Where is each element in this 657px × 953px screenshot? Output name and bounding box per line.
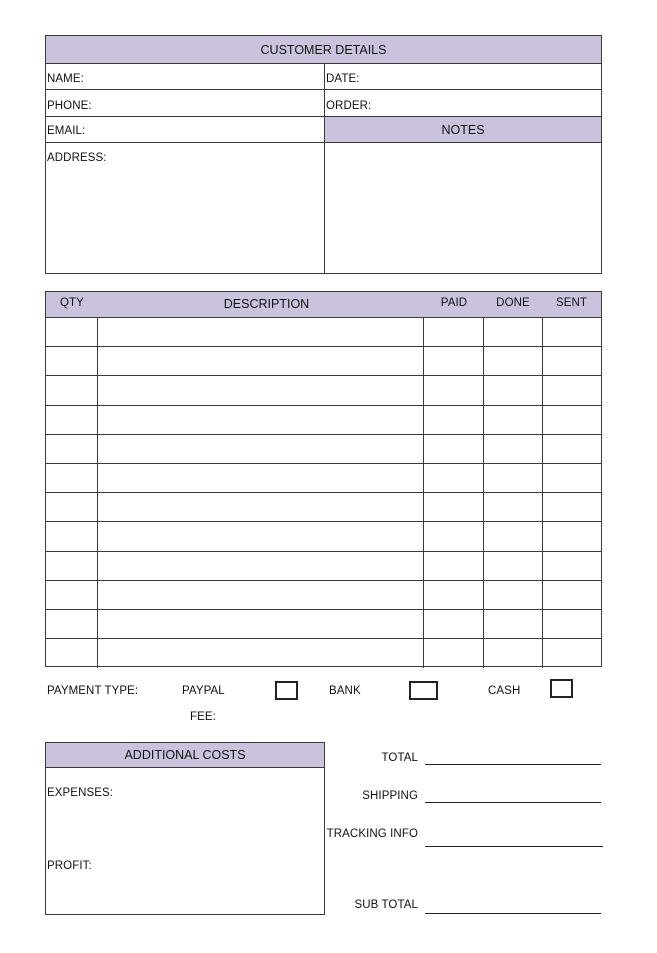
paid-cell[interactable] (424, 347, 484, 375)
qty-cell[interactable] (45, 581, 98, 609)
customer-details-header (46, 36, 601, 63)
email-label: EMAIL: (47, 125, 86, 137)
sub-total-field[interactable] (425, 913, 601, 914)
table-row (45, 464, 601, 493)
sent-cell[interactable] (543, 435, 601, 463)
notes-area[interactable] (326, 144, 600, 272)
paid-cell[interactable] (424, 493, 484, 521)
done-cell[interactable] (484, 464, 543, 492)
date-label: DATE: (326, 73, 360, 85)
description-cell[interactable] (98, 493, 424, 521)
bank-label: BANK (329, 685, 361, 697)
paid-cell[interactable] (424, 435, 484, 463)
customer-details-title: CUSTOMER DETAILS (260, 42, 387, 57)
profit-label: PROFIT: (47, 860, 92, 872)
done-cell[interactable] (484, 522, 543, 550)
description-cell[interactable] (98, 581, 424, 609)
order-field[interactable] (326, 100, 598, 115)
column-header-description: DESCRIPTION (223, 297, 310, 311)
date-field[interactable] (326, 73, 598, 88)
qty-cell[interactable] (45, 376, 98, 404)
qty-cell[interactable] (45, 435, 98, 463)
paid-cell[interactable] (424, 522, 484, 550)
phone-field[interactable] (47, 100, 322, 115)
table-row (45, 552, 601, 581)
description-cell[interactable] (98, 376, 424, 404)
done-cell[interactable] (484, 639, 543, 668)
sent-cell[interactable] (543, 610, 601, 638)
total-label: TOTAL (381, 752, 418, 764)
paid-cell[interactable] (424, 552, 484, 580)
sub-total-label: SUB TOTAL (354, 899, 418, 911)
address-label: ADDRESS: (47, 152, 107, 164)
address-field[interactable] (47, 152, 322, 270)
sent-cell[interactable] (543, 493, 601, 521)
expenses-field[interactable] (47, 787, 322, 847)
divider (324, 63, 325, 273)
notes-title: NOTES (441, 122, 485, 137)
done-cell[interactable] (484, 610, 543, 638)
name-field[interactable] (47, 73, 322, 88)
qty-cell[interactable] (45, 464, 98, 492)
tracking-info-label: TRACKING INFO (326, 828, 418, 840)
sent-cell[interactable] (543, 347, 601, 375)
qty-cell[interactable] (45, 522, 98, 550)
description-cell[interactable] (98, 347, 424, 375)
shipping-field[interactable] (425, 802, 601, 803)
profit-field[interactable] (47, 860, 322, 910)
done-cell[interactable] (484, 318, 543, 346)
total-field[interactable] (425, 764, 601, 765)
qty-cell[interactable] (45, 318, 98, 346)
description-cell[interactable] (98, 406, 424, 434)
table-row (45, 347, 601, 376)
done-cell[interactable] (484, 493, 543, 521)
column-header-sent: SENT (555, 297, 588, 309)
table-row (45, 522, 601, 551)
table-row (45, 318, 601, 347)
notes-header (325, 117, 601, 142)
qty-cell[interactable] (45, 406, 98, 434)
qty-cell[interactable] (45, 610, 98, 638)
done-cell[interactable] (484, 552, 543, 580)
done-cell[interactable] (484, 581, 543, 609)
qty-cell[interactable] (45, 493, 98, 521)
qty-cell[interactable] (45, 639, 98, 668)
paid-cell[interactable] (424, 610, 484, 638)
additional-costs-title: ADDITIONAL COSTS (124, 748, 246, 762)
done-cell[interactable] (484, 376, 543, 404)
paid-cell[interactable] (424, 464, 484, 492)
additional-costs-header (46, 743, 324, 768)
qty-cell[interactable] (45, 347, 98, 375)
cash-checkbox[interactable] (550, 679, 573, 698)
sent-cell[interactable] (543, 376, 601, 404)
done-cell[interactable] (484, 435, 543, 463)
paid-cell[interactable] (424, 318, 484, 346)
done-cell[interactable] (484, 347, 543, 375)
bank-checkbox[interactable] (409, 681, 438, 700)
column-header-qty: QTY (60, 297, 84, 309)
table-row (45, 376, 601, 405)
column-header-paid: PAID (440, 297, 468, 309)
email-field[interactable] (47, 125, 322, 140)
description-cell[interactable] (98, 318, 424, 346)
description-cell[interactable] (98, 610, 424, 638)
sent-cell[interactable] (543, 522, 601, 550)
sent-cell[interactable] (543, 318, 601, 346)
tracking-info-field[interactable] (425, 846, 603, 847)
table-row (45, 406, 601, 435)
sent-cell[interactable] (543, 552, 601, 580)
fee-label: FEE: (190, 711, 216, 723)
paid-cell[interactable] (424, 376, 484, 404)
done-cell[interactable] (484, 406, 543, 434)
table-row (45, 493, 601, 522)
table-row (45, 610, 601, 639)
qty-cell[interactable] (45, 552, 98, 580)
column-header-done: DONE (496, 297, 530, 309)
description-cell[interactable] (98, 639, 424, 668)
payment-type-label: PAYMENT TYPE: (47, 685, 139, 697)
table-row (45, 581, 601, 610)
order-label: ORDER: (326, 100, 372, 112)
paid-cell[interactable] (424, 581, 484, 609)
expenses-label: EXPENSES: (47, 787, 114, 799)
description-cell[interactable] (98, 522, 424, 550)
paid-cell[interactable] (424, 639, 484, 668)
orders-grid (45, 318, 601, 668)
description-cell[interactable] (98, 552, 424, 580)
sent-cell[interactable] (543, 581, 601, 609)
paypal-label: PAYPAL (182, 685, 225, 697)
paypal-checkbox[interactable] (275, 681, 298, 700)
shipping-label: SHIPPING (362, 790, 418, 802)
description-cell[interactable] (98, 464, 424, 492)
sent-cell[interactable] (543, 639, 601, 668)
cash-label: CASH (488, 685, 521, 697)
sent-cell[interactable] (543, 464, 601, 492)
paid-cell[interactable] (424, 406, 484, 434)
sent-cell[interactable] (543, 406, 601, 434)
table-row (45, 639, 601, 668)
table-row (45, 435, 601, 464)
phone-label: PHONE: (47, 100, 92, 112)
description-cell[interactable] (98, 435, 424, 463)
name-label: NAME: (47, 73, 84, 85)
